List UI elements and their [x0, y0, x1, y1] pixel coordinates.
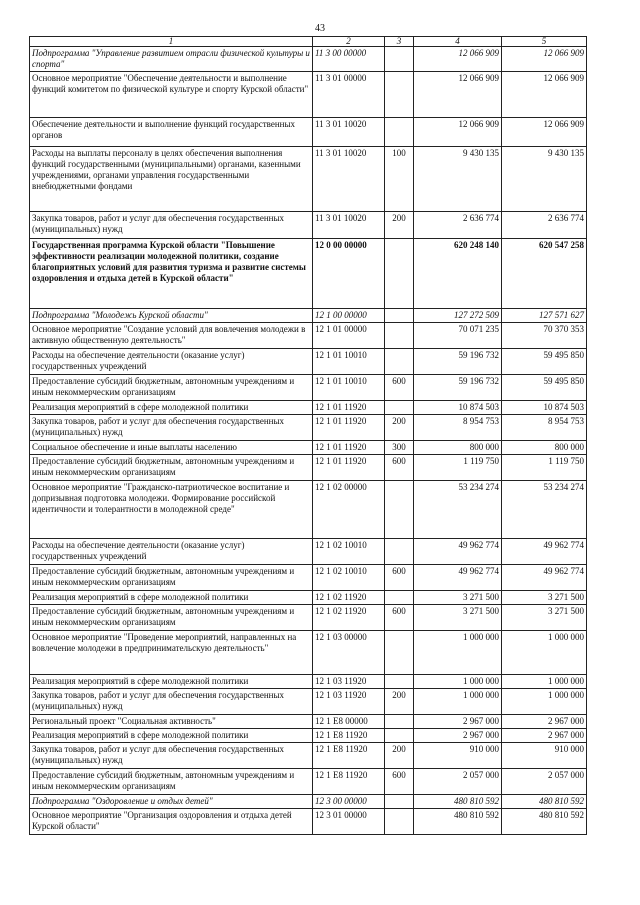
value-2019-cell: 480 810 592 — [414, 809, 502, 835]
vr-cell — [385, 349, 414, 375]
vr-cell: 600 — [385, 455, 414, 481]
page-number: 43 — [315, 23, 325, 34]
table-row — [30, 675, 587, 689]
code-cell: 12 1 01 00000 — [313, 323, 385, 349]
table-row — [30, 147, 587, 212]
header-cell: 3 — [385, 37, 414, 47]
name-cell: Расходы на обеспечение деятельности (оказание услуг) государственных учреждений — [30, 539, 313, 565]
vr-cell: 300 — [385, 441, 414, 455]
vr-cell: 200 — [385, 415, 414, 441]
name-cell: Основное мероприятие "Гражданско-патриотическое воспитание и допризывная подготовка молодежи. Формирование российской идентичности и толерантности в молодежной среде" — [30, 481, 313, 539]
code-cell: 12 3 00 00000 — [313, 795, 385, 809]
table-row — [30, 795, 587, 809]
code-cell: 12 3 01 00000 — [313, 809, 385, 835]
value-2020-cell: 2 967 000 — [502, 729, 587, 743]
name-cell: Основное мероприятие "Организация оздоровления и отдыха детей Курской области" — [30, 809, 313, 835]
vr-cell — [385, 309, 414, 323]
value-2020-cell: 910 000 — [502, 743, 587, 769]
table-row — [30, 605, 587, 631]
value-2020-cell: 1 119 750 — [502, 455, 587, 481]
vr-cell — [385, 401, 414, 415]
table-row — [30, 565, 587, 591]
value-2019-cell: 2 057 000 — [414, 769, 502, 795]
code-cell: 12 1 02 00000 — [313, 481, 385, 539]
value-2019-cell: 12 066 909 — [414, 118, 502, 147]
name-cell: Предоставление субсидий бюджетным, автономным учреждениям и иным некоммерческим организациям — [30, 769, 313, 795]
vr-cell — [385, 539, 414, 565]
table-header-row — [30, 37, 587, 47]
name-cell: Реализация мероприятий в сфере молодежной политики — [30, 401, 313, 415]
value-2019-cell: 800 000 — [414, 441, 502, 455]
name-cell: Реализация мероприятий в сфере молодежной политики — [30, 675, 313, 689]
value-2020-cell: 1 000 000 — [502, 689, 587, 715]
name-cell: Предоставление субсидий бюджетным, автономным учреждениям и иным некоммерческим организациям — [30, 605, 313, 631]
name-cell: Подпрограмма "Молодежь Курской области" — [30, 309, 313, 323]
header-cell: 1 — [30, 37, 313, 47]
table-row — [30, 415, 587, 441]
code-cell: 12 1 03 11920 — [313, 689, 385, 715]
table-row — [30, 375, 587, 401]
value-2019-cell: 10 874 503 — [414, 401, 502, 415]
vr-cell — [385, 118, 414, 147]
value-2020-cell: 480 810 592 — [502, 809, 587, 835]
code-cell: 12 1 01 10010 — [313, 349, 385, 375]
vr-cell — [385, 675, 414, 689]
name-cell: Региональный проект "Социальная активность" — [30, 715, 313, 729]
table-row — [30, 47, 587, 72]
vr-cell — [385, 47, 414, 72]
code-cell: 11 3 01 10020 — [313, 212, 385, 239]
vr-cell — [385, 729, 414, 743]
value-2020-cell: 3 271 500 — [502, 591, 587, 605]
name-cell: Предоставление субсидий бюджетным, автономным учреждениям и иным некоммерческим организациям — [30, 375, 313, 401]
value-2019-cell: 1 000 000 — [414, 675, 502, 689]
table-row — [30, 539, 587, 565]
value-2019-cell: 53 234 274 — [414, 481, 502, 539]
value-2019-cell: 3 271 500 — [414, 591, 502, 605]
name-cell: Основное мероприятие "Проведение мероприятий, направленных на вовлечение молодежи в предпринимательскую деятельность" — [30, 631, 313, 675]
vr-cell: 200 — [385, 212, 414, 239]
table-row — [30, 689, 587, 715]
table-row — [30, 401, 587, 415]
header-cell: 4 — [414, 37, 502, 47]
table-row — [30, 323, 587, 349]
table-row — [30, 715, 587, 729]
value-2020-cell: 49 962 774 — [502, 565, 587, 591]
table-row — [30, 349, 587, 375]
value-2020-cell: 12 066 909 — [502, 47, 587, 72]
table-row — [30, 72, 587, 118]
value-2019-cell: 127 272 509 — [414, 309, 502, 323]
vr-cell — [385, 715, 414, 729]
name-cell: Предоставление субсидий бюджетным, автономным учреждениям и иным некоммерческим организациям — [30, 455, 313, 481]
name-cell: Подпрограмма "Управление развитием отрасли физической культуры и спорта" — [30, 47, 313, 72]
name-cell: Социальное обеспечение и иные выплаты населению — [30, 441, 313, 455]
table-row — [30, 631, 587, 675]
table-row — [30, 769, 587, 795]
value-2019-cell: 8 954 753 — [414, 415, 502, 441]
value-2020-cell: 127 571 627 — [502, 309, 587, 323]
value-2019-cell: 620 248 140 — [414, 239, 502, 309]
name-cell: Закупка товаров, работ и услуг для обеспечения государственных (муниципальных) нужд — [30, 689, 313, 715]
header-cell: 2 — [313, 37, 385, 47]
name-cell: Закупка товаров, работ и услуг для обеспечения государственных (муниципальных) нужд — [30, 743, 313, 769]
value-2019-cell: 70 071 235 — [414, 323, 502, 349]
table-row — [30, 441, 587, 455]
vr-cell: 200 — [385, 689, 414, 715]
value-2020-cell: 1 000 000 — [502, 631, 587, 675]
value-2020-cell: 70 370 353 — [502, 323, 587, 349]
value-2020-cell: 10 874 503 — [502, 401, 587, 415]
name-cell: Основное мероприятие "Обеспечение деятельности и выполнение функций комитетом по физической культуре и спорту Курской области" — [30, 72, 313, 118]
code-cell: 11 3 01 00000 — [313, 72, 385, 118]
value-2020-cell: 2 967 000 — [502, 715, 587, 729]
value-2019-cell: 2 636 774 — [414, 212, 502, 239]
vr-cell: 200 — [385, 743, 414, 769]
code-cell: 12 1 02 11920 — [313, 605, 385, 631]
table-row — [30, 743, 587, 769]
table-row — [30, 481, 587, 539]
value-2019-cell: 59 196 732 — [414, 375, 502, 401]
vr-cell — [385, 323, 414, 349]
table-row — [30, 309, 587, 323]
value-2019-cell: 3 271 500 — [414, 605, 502, 631]
vr-cell — [385, 631, 414, 675]
code-cell: 12 1 01 10010 — [313, 375, 385, 401]
code-cell: 12 1 03 11920 — [313, 675, 385, 689]
value-2020-cell: 12 066 909 — [502, 72, 587, 118]
value-2019-cell: 1 000 000 — [414, 631, 502, 675]
value-2019-cell: 1 119 750 — [414, 455, 502, 481]
vr-cell — [385, 795, 414, 809]
value-2019-cell: 2 967 000 — [414, 715, 502, 729]
value-2020-cell: 480 810 592 — [502, 795, 587, 809]
code-cell: 12 1 01 11920 — [313, 455, 385, 481]
name-cell: Закупка товаров, работ и услуг для обеспечения государственных (муниципальных) нужд — [30, 415, 313, 441]
value-2019-cell: 49 962 774 — [414, 565, 502, 591]
name-cell: Обеспечение деятельности и выполнение функций государственных органов — [30, 118, 313, 147]
value-2020-cell: 59 495 850 — [502, 375, 587, 401]
value-2019-cell: 12 066 909 — [414, 72, 502, 118]
vr-cell — [385, 239, 414, 309]
value-2020-cell: 53 234 274 — [502, 481, 587, 539]
value-2020-cell: 12 066 909 — [502, 118, 587, 147]
value-2019-cell: 910 000 — [414, 743, 502, 769]
code-cell: 12 1 E8 11920 — [313, 743, 385, 769]
name-cell: Основное мероприятие "Создание условий для вовлечения молодежи в активную общественную деятельность" — [30, 323, 313, 349]
value-2020-cell: 2 636 774 — [502, 212, 587, 239]
vr-cell — [385, 72, 414, 118]
code-cell: 12 1 02 10010 — [313, 565, 385, 591]
table-row — [30, 239, 587, 309]
code-cell: 12 1 E8 11920 — [313, 729, 385, 743]
vr-cell: 600 — [385, 769, 414, 795]
code-cell: 11 3 01 10020 — [313, 147, 385, 212]
value-2019-cell: 12 066 909 — [414, 47, 502, 72]
value-2020-cell: 59 495 850 — [502, 349, 587, 375]
name-cell: Предоставление субсидий бюджетным, автономным учреждениям и иным некоммерческим организациям — [30, 565, 313, 591]
table-row — [30, 212, 587, 239]
code-cell: 12 1 E8 11920 — [313, 769, 385, 795]
value-2019-cell: 480 810 592 — [414, 795, 502, 809]
code-cell: 12 1 03 00000 — [313, 631, 385, 675]
name-cell: Расходы на обеспечение деятельности (оказание услуг) государственных учреждений — [30, 349, 313, 375]
value-2019-cell: 9 430 135 — [414, 147, 502, 212]
name-cell: Расходы на выплаты персоналу в целях обеспечения выполнения функций государственными (муниципальными) органами, казенными учреждениями, органами управления государственными внебюджетными фондами — [30, 147, 313, 212]
value-2020-cell: 49 962 774 — [502, 539, 587, 565]
name-cell: Реализация мероприятий в сфере молодежной политики — [30, 729, 313, 743]
code-cell: 11 3 01 10020 — [313, 118, 385, 147]
code-cell: 12 1 E8 00000 — [313, 715, 385, 729]
value-2020-cell: 620 547 258 — [502, 239, 587, 309]
table-row — [30, 809, 587, 835]
value-2020-cell: 1 000 000 — [502, 675, 587, 689]
value-2020-cell: 2 057 000 — [502, 769, 587, 795]
budget-table — [29, 36, 587, 835]
vr-cell — [385, 481, 414, 539]
vr-cell: 600 — [385, 565, 414, 591]
table-row — [30, 729, 587, 743]
name-cell: Закупка товаров, работ и услуг для обеспечения государственных (муниципальных) нужд — [30, 212, 313, 239]
value-2020-cell: 800 000 — [502, 441, 587, 455]
value-2019-cell: 59 196 732 — [414, 349, 502, 375]
code-cell: 12 1 01 11920 — [313, 401, 385, 415]
vr-cell: 100 — [385, 147, 414, 212]
value-2020-cell: 3 271 500 — [502, 605, 587, 631]
vr-cell — [385, 809, 414, 835]
value-2020-cell: 9 430 135 — [502, 147, 587, 212]
code-cell: 12 1 02 11920 — [313, 591, 385, 605]
code-cell: 12 1 01 11920 — [313, 441, 385, 455]
table-row — [30, 455, 587, 481]
value-2020-cell: 8 954 753 — [502, 415, 587, 441]
vr-cell: 600 — [385, 605, 414, 631]
header-cell: 5 — [502, 37, 587, 47]
code-cell: 12 1 02 10010 — [313, 539, 385, 565]
value-2019-cell: 1 000 000 — [414, 689, 502, 715]
code-cell: 12 1 00 00000 — [313, 309, 385, 323]
value-2019-cell: 49 962 774 — [414, 539, 502, 565]
vr-cell: 600 — [385, 375, 414, 401]
vr-cell — [385, 591, 414, 605]
code-cell: 11 3 00 00000 — [313, 47, 385, 72]
table-row — [30, 591, 587, 605]
name-cell: Государственная программа Курской области "Повышение эффективности реализации молодежной политики, создание благоприятных условий для развития туризма и развитие системы оздоровления и отдыха детей в Курской области" — [30, 239, 313, 309]
name-cell: Подпрограмма "Оздоровление и отдых детей" — [30, 795, 313, 809]
table-row — [30, 118, 587, 147]
code-cell: 12 1 01 11920 — [313, 415, 385, 441]
value-2019-cell: 2 967 000 — [414, 729, 502, 743]
code-cell: 12 0 00 00000 — [313, 239, 385, 309]
name-cell: Реализация мероприятий в сфере молодежной политики — [30, 591, 313, 605]
